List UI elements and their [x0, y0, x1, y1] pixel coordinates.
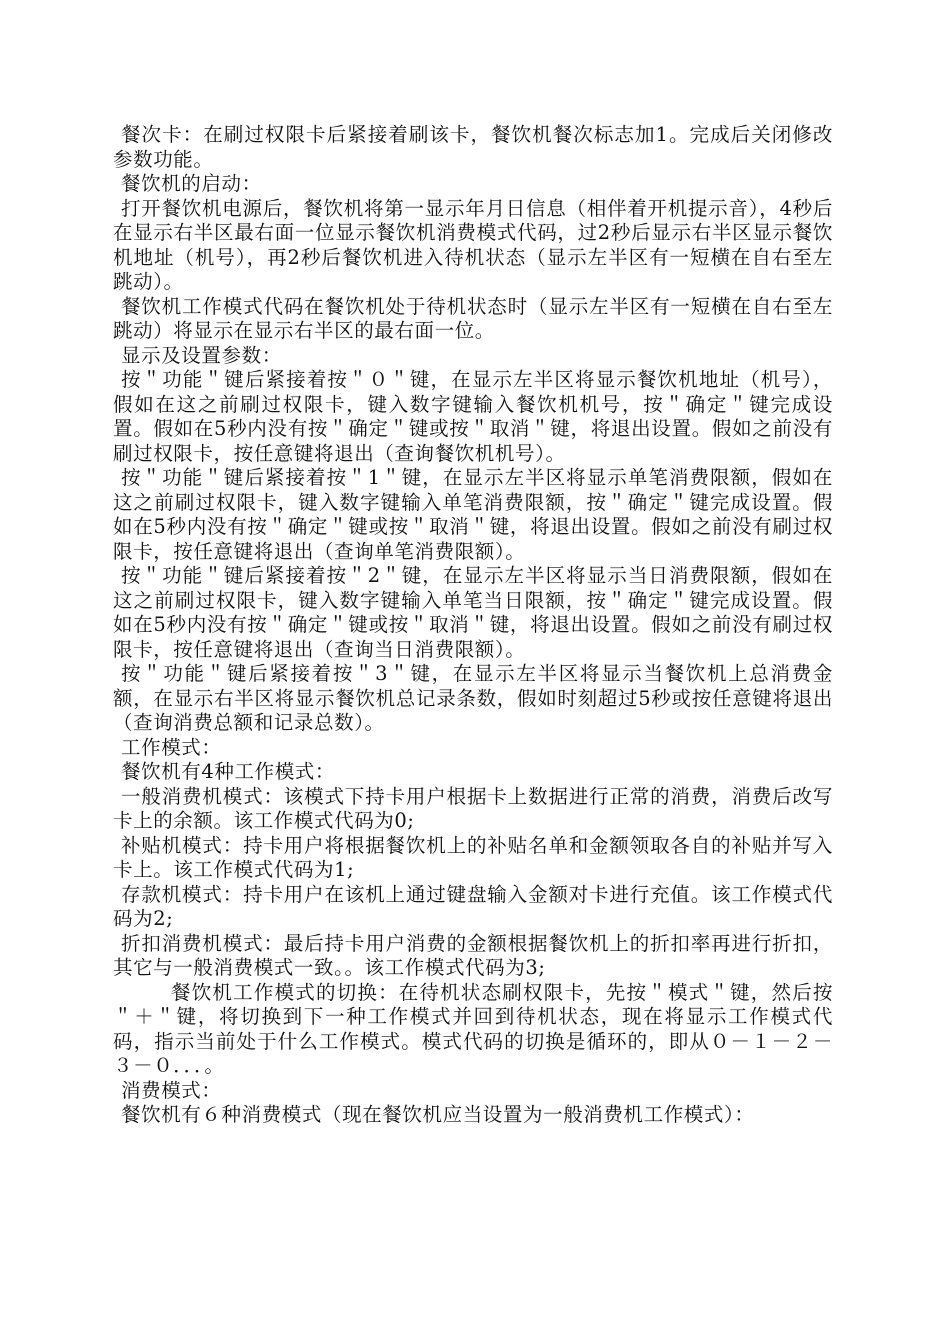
paragraph-mode-subsidy: 补贴机模式：持卡用户将根据餐饮机上的补贴名单和金额领取各自的补贴并写入卡上。该工作模式代码为1; — [113, 833, 833, 881]
heading-display-settings: 显示及设置参数： — [121, 343, 282, 367]
paragraph-meal-count-card: 餐次卡：在刷过权限卡后紧接着刷该卡，餐饮机餐次标志加1。完成后关闭修改参数功能。 — [113, 123, 833, 171]
paragraph-six-consumption-modes: 餐饮机有６种消费模式（现在餐饮机应当设置为一般消费机工作模式）： — [121, 1103, 755, 1126]
paragraph-mode-switching: 餐饮机工作模式的切换：在待机状态刷权限卡，先按＂模式＂键，然后按＂＋＂键，将切换到下一种工作模式并回到待机状态，现在将显示工作模式代码，指示当前处于什么工作模式。模式代码的切换是循环的，即从０－１－２－３－０．．．。 — [113, 980, 833, 1077]
paragraph-function-2: 按＂功能＂键后紧接着按＂2＂键，在显示左半区将显示当日消费限额，假如在这之前刷过权限卡，键入数字键输入单笔当日限额，按＂确定＂键完成设置。假如在5秒内没有按＂确定＂键或按＂取消＂键，将退出设置。假如之前没有刷过权限卡，按任意键将退出（查询当日消费限额）。 — [113, 564, 833, 661]
paragraph-startup: 打开餐饮机电源后，餐饮机将第一显示年月日信息（相伴着开机提示音），4秒后在显示右半区最右面一位显示餐饮机消费模式代码，过2秒后显示右半区显示餐饮机地址（机号），再2秒后餐饮机进入待机状态（显示左半区有一短横在自右至左跳动）。 — [113, 196, 833, 293]
heading-work-modes: 工作模式： — [121, 735, 222, 759]
paragraph-mode-deposit: 存款机模式：持卡用户在该机上通过键盘输入金额对卡进行充值。该工作模式代码为2; — [113, 882, 833, 930]
paragraph-mode-normal: 一般消费机模式：该模式下持卡用户根据卡上数据进行正常的消费，消费后改写卡上的余额。该工作模式代码为0; — [113, 784, 833, 832]
paragraph-function-1: 按＂功能＂键后紧接着按＂1＂键，在显示左半区将显示单笔消费限额，假如在这之前刷过权限卡，键入数字键输入单笔消费限额，按＂确定＂键完成设置。假如在5秒内没有按＂确定＂键或按＂取消＂键，将退出设置。假如之前没有刷过权限卡，按任意键将退出（查询单笔消费限额）。 — [113, 466, 833, 563]
heading-consumption-modes: 消费模式： — [121, 1078, 222, 1102]
paragraph-function-0: 按＂功能＂键后紧接着按＂０＂键，在显示左半区将显示餐饮机地址（机号），假如在这之前刷过权限卡，键入数字键输入餐饮机机号，按＂确定＂键完成设置。假如在5秒内没有按＂确定＂键或按＂取消＂键，将退出设置。假如之前没有刷过权限卡，按任意键将退出（查询餐饮机机号）。 — [113, 368, 833, 465]
heading-startup: 餐饮机的启动： — [121, 172, 262, 195]
document-body — [113, 123, 833, 1128]
paragraph-mode-code-display: 餐饮机工作模式代码在餐饮机处于待机状态时（显示左半区有一短横在自右至左跳动）将显示在显示右半区的最右面一位。 — [113, 294, 833, 342]
paragraph-four-modes: 餐饮机有4种工作模式： — [121, 760, 336, 783]
paragraph-function-3: 按＂功能＂键后紧接着按＂3＂键，在显示左半区将显示当餐饮机上总消费金额，在显示右半区将显示餐饮机总记录条数，假如时刻超过5秒或按任意键将退出（查询消费总额和记录总数）。 — [113, 662, 833, 734]
paragraph-mode-discount: 折扣消费机模式：最后持卡用户消费的金额根据餐饮机上的折扣率再进行折扣，其它与一般消费模式一致。。该工作模式代码为3; — [113, 931, 833, 979]
